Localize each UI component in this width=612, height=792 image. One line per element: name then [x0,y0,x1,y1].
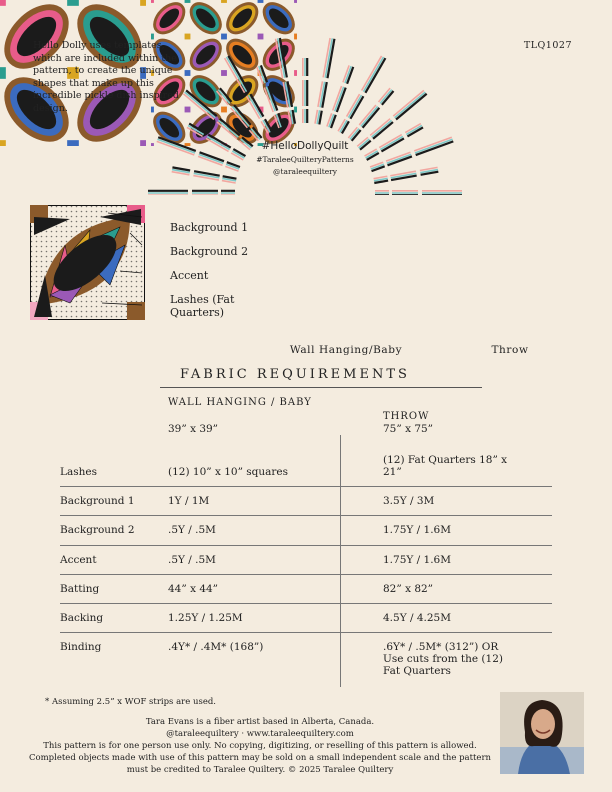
throw-value: 3.5Y / 3M [383,495,435,507]
hashtag-main: #HelloDollyQuilt [261,140,349,152]
sunburst-ray [350,90,392,140]
wall-hanging-caption: Wall Hanging/Baby [289,344,403,356]
throw-value: .6Y* / .5M* (312”) OR Use cuts from the (12) Fat Quarters [383,641,503,677]
row-label: Backing [60,612,104,624]
sunburst-ray [277,35,293,124]
throw-caption: Throw [491,344,529,356]
fabric-requirements-title: FABRIC REQUIREMENTS [180,367,410,382]
sunburst-ray [317,35,333,124]
sunburst-ray [259,66,281,127]
sunburst-ray [218,90,260,140]
wall-hanging-value: .5Y / .5M [168,524,216,536]
pattern-code: TLQ1027 [523,40,572,51]
sunburst-ray [257,67,279,128]
row-divider [60,486,552,487]
legend-background-2: Background 2 [170,245,249,258]
row-label: Accent [60,554,97,566]
wall-hanging-column-header: WALL HANGING / BABY [168,397,312,408]
footnote: * Assuming 2.5” x WOF strips are used. [45,697,216,707]
intro-text: Hello Dolly uses templates, which are included within the pattern, to create the unique shapes that make up this incredible pickle dish inspired design. [33,40,179,114]
wall-hanging-size: 39” x 39” [168,423,219,435]
legend-lashes: Lashes (Fat Quarters) [170,293,235,319]
throw-value: (12) Fat Quarters 18” x 21” [383,454,508,478]
row-label: Binding [60,641,102,653]
footer-contact: @taraleequiltery · www.taraleequiltery.com [166,729,354,739]
sunburst-ray [315,35,331,124]
row-label: Batting [60,583,100,595]
throw-column-header: THROW [383,411,430,422]
title-divider [160,387,482,388]
sunburst-ray [327,65,349,126]
legend-accent: Accent [170,269,209,282]
throw-value: 82” x 82” [383,583,434,595]
row-divider [60,603,552,604]
legend-background-1: Background 1 [170,221,249,234]
column-divider [340,435,341,687]
sunburst-ray [331,67,353,128]
footer-license-1: This pattern is for one person use only. No copying, digitizing, or reselling of this pattern is allowed. [43,741,477,751]
throw-value: 1.75Y / 1.6M [383,554,451,566]
wall-hanging-value: 1.25Y / 1.25M [168,612,243,624]
row-divider [60,515,552,516]
wall-hanging-value: .5Y / .5M [168,554,216,566]
footer-license-2: Completed objects made with use of this pattern may be sold on a small independent scale and the pattern [29,753,491,763]
row-divider [60,632,552,633]
row-label: Background 1 [60,495,135,507]
block-diagram [30,205,145,320]
sunburst-ray [319,36,335,125]
sunburst-ray [227,53,272,131]
wall-hanging-value: 1Y / 1M [168,495,210,507]
throw-value: 1.75Y / 1.6M [383,524,451,536]
sunburst-ray [261,65,283,126]
throw-value: 4.5Y / 4.25M [383,612,451,624]
throw-size: 75” x 75” [383,423,434,435]
author-photo [500,692,584,774]
footer-bio: Tara Evans is a fiber artist based in Alberta, Canada. [145,717,375,727]
row-label: Lashes [60,466,97,478]
row-label: Background 2 [60,524,135,536]
wall-hanging-value: 44” x 44” [168,583,219,595]
row-divider [60,574,552,575]
social-handle: @taraleequiltery [272,167,338,176]
footer-license-3: must be credited to Taralee Quiltery. © 2025 Taralee Quiltery [126,765,394,775]
row-divider [60,545,552,546]
wall-hanging-value: .4Y* / .4M* (168”) [168,641,264,653]
sunburst-ray [329,66,351,127]
wall-hanging-value: (12) 10” x 10” squares [168,466,289,478]
hashtag-secondary: #TaraleeQuilteryPatterns [256,155,354,164]
sunburst-ray [279,35,295,124]
